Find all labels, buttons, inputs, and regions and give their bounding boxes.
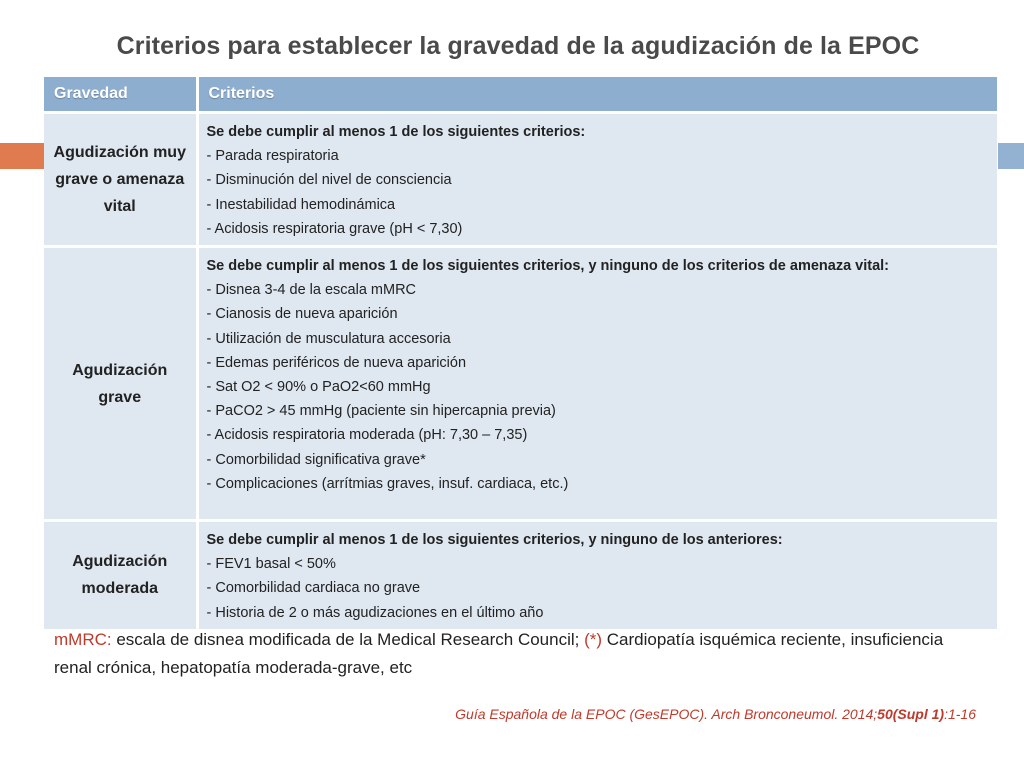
footnote-label: mMRC:	[54, 630, 112, 649]
criteria-item: - Acidosis respiratoria moderada (pH: 7,30 – 7,35)	[206, 427, 528, 444]
criteria-item: - Utilización de musculatura accesoria	[206, 330, 451, 347]
criteria-item: - Comorbilidad cardiaca no grave	[206, 580, 421, 597]
severity-cell: Agudización moderada	[44, 521, 197, 631]
criteria-item: - Inestabilidad hemodinámica	[206, 196, 396, 213]
citation-suffix: :1-16	[944, 706, 976, 722]
decorative-bar-right	[998, 143, 1024, 169]
citation	[330, 706, 976, 722]
severity-cell: Agudización muy grave o amenaza vital	[44, 113, 197, 247]
severity-cell: Agudización grave	[44, 247, 197, 521]
criteria-item: - Parada respiratoria	[206, 148, 339, 165]
footnote-marker: (*)	[584, 630, 603, 649]
criteria-cell	[197, 113, 997, 247]
table-header-row	[44, 77, 997, 113]
severity-criteria-table	[44, 77, 997, 632]
criteria-item: - PaCO2 > 45 mmHg (paciente sin hipercapnia previa)	[206, 403, 556, 420]
criteria-intro: Se debe cumplir al menos 1 de los siguientes criterios, y ninguno de los criterios de amenaza vital:	[206, 258, 890, 275]
footnote-text-1: escala de disnea modificada de la Medical Research Council;	[111, 630, 585, 649]
header-criterios: Criterios	[197, 77, 997, 113]
criteria-item: - Historia de 2 o más agudizaciones en el último año	[206, 604, 544, 621]
criteria-cell	[197, 521, 997, 631]
criteria-item: - Edemas periféricos de nueva aparición	[206, 354, 467, 371]
criteria-item: - Acidosis respiratoria grave (pH < 7,30)	[206, 220, 463, 237]
citation-prefix: Guía Española de la EPOC (GesEPOC). Arch Bronconeumol. 2014;	[455, 706, 878, 722]
criteria-intro: Se debe cumplir al menos 1 de los siguientes criterios, y ninguno de los anteriores:	[206, 532, 783, 549]
criteria-item: - Comorbilidad significativa grave*	[206, 451, 426, 468]
criteria-item: - Disminución del nivel de consciencia	[206, 172, 452, 189]
criteria-item: - Cianosis de nueva aparición	[206, 306, 398, 323]
criteria-item: - Sat O2 < 90% o PaO2<60 mmHg	[206, 379, 431, 396]
criteria-cell	[197, 247, 997, 521]
header-gravedad: Gravedad	[44, 77, 197, 113]
criteria-intro: Se debe cumplir al menos 1 de los siguientes criterios:	[206, 124, 586, 140]
citation-volume: 50(Supl 1)	[877, 706, 945, 722]
table-row	[44, 247, 997, 521]
criteria-item: - Disnea 3-4 de la escala mMRC	[206, 282, 417, 299]
footnote	[54, 626, 954, 682]
criteria-item: - FEV1 basal < 50%	[206, 556, 336, 573]
criteria-item: - Complicaciones (arrítmias graves, insuf. cardiaca, etc.)	[206, 475, 569, 492]
table-row	[44, 113, 997, 247]
decorative-bar-left	[0, 143, 44, 169]
slide-title: Criterios para establecer la gravedad de la agudización de la EPOC	[116, 32, 920, 60]
table-row	[44, 521, 997, 631]
footnote-text-2: Cardiopatía isquémica reciente, insuficiencia renal crónica, hepatopatía moderada-grave, etc	[54, 630, 944, 677]
